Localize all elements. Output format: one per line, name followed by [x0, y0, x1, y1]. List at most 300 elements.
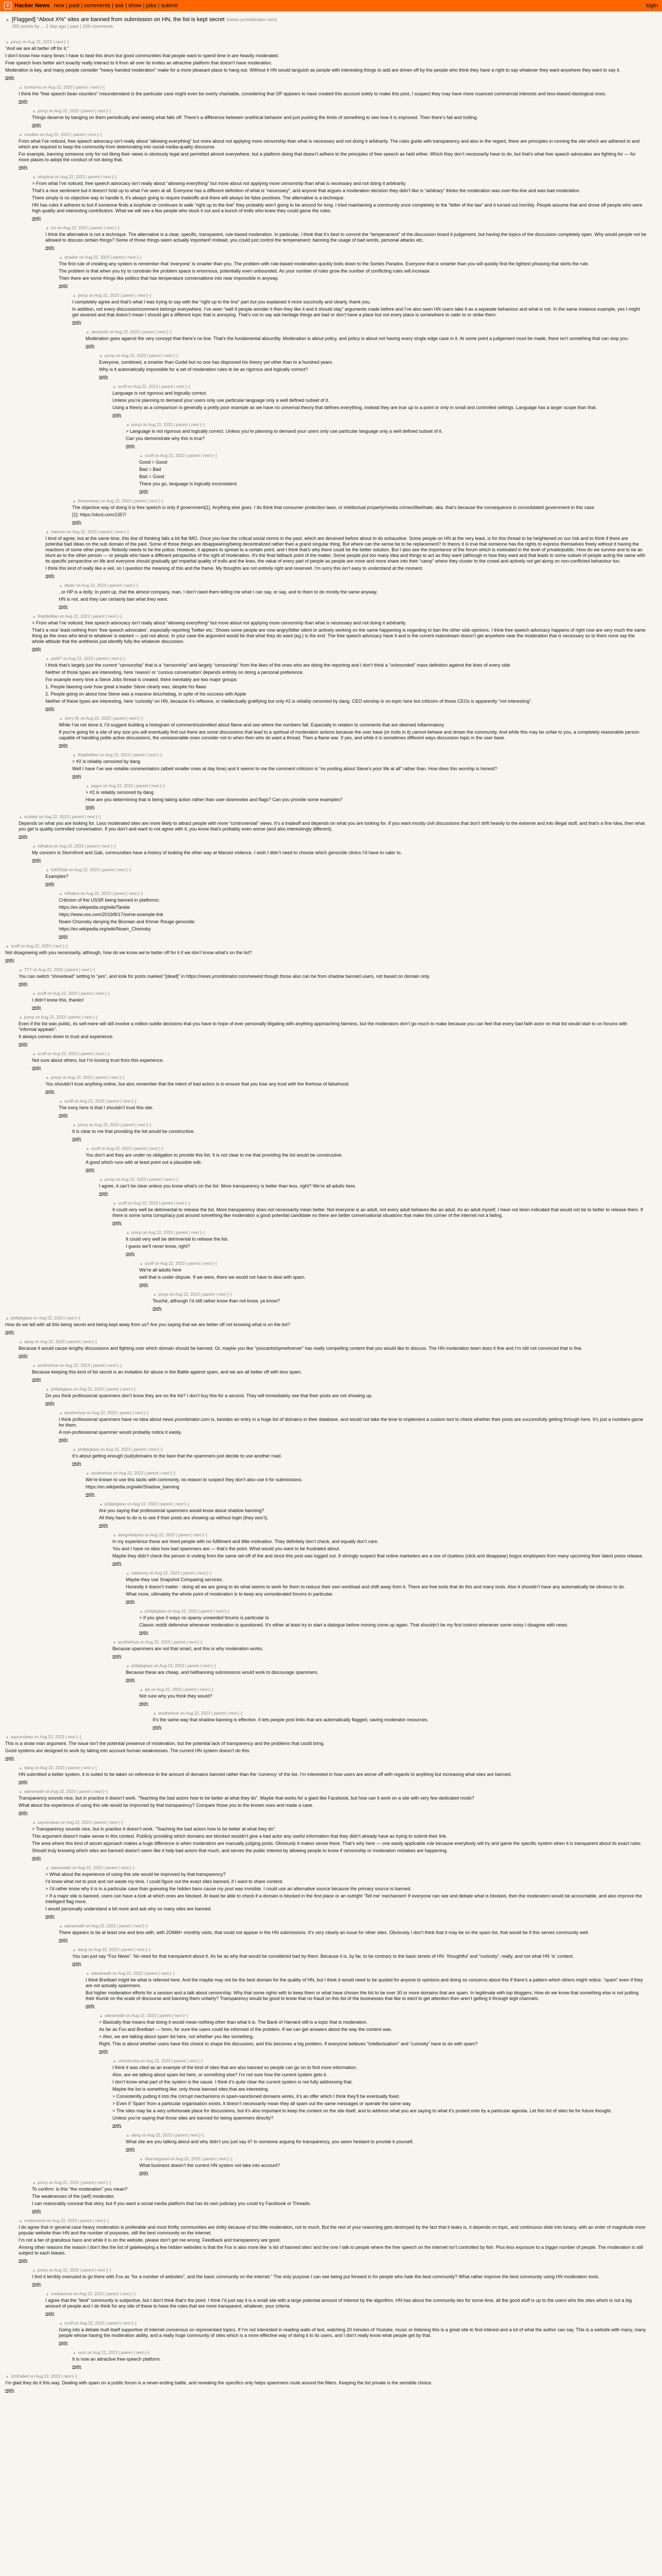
comment-age[interactable]: on Aug 22, 2023 — [170, 2157, 201, 2161]
reply-link[interactable]: reply — [32, 1005, 41, 1010]
comment-age[interactable]: on Aug 22, 2023 — [80, 716, 111, 721]
comment-nav-links[interactable]: | parent | next [–] — [172, 2059, 203, 2063]
comment-nav-links[interactable]: | parent | next [–] — [201, 2157, 233, 2161]
comment-author[interactable]: dnadler — [64, 255, 78, 260]
reply-link[interactable]: reply — [72, 774, 81, 778]
comment-nav-links[interactable]: | parent | next [–] — [100, 868, 131, 872]
comment-author[interactable]: scoff — [144, 1261, 154, 1266]
comment-age[interactable]: on Aug 22, 2023 — [45, 1789, 76, 1794]
comment-author[interactable]: TTT — [24, 968, 32, 972]
upvote-arrow-icon[interactable]: ▲ — [112, 1201, 117, 1206]
comment-nav-links[interactable]: | parent | next [–] — [180, 1571, 211, 1575]
upvote-arrow-icon[interactable]: ▲ — [5, 1735, 9, 1739]
comment-author[interactable]: ReptileMan — [37, 614, 59, 619]
brand-link[interactable]: Hacker News — [14, 3, 50, 9]
upvote-arrow-icon[interactable]: ▲ — [5, 1316, 9, 1320]
story-site[interactable]: (news.ycombinator.com) — [226, 17, 277, 22]
reply-link[interactable]: reply — [32, 858, 41, 862]
comment-author[interactable]: pmcp — [37, 109, 48, 113]
comment-author[interactable]: dang — [77, 1947, 87, 1952]
reply-link[interactable]: reply — [86, 344, 95, 348]
comment-nav-links[interactable]: | parent | next [–] — [118, 1411, 148, 1415]
nav-link-show[interactable]: show — [128, 3, 142, 9]
upvote-arrow-icon[interactable]: ▲ — [5, 2374, 9, 2379]
nav-link-submit[interactable]: submit — [161, 3, 178, 9]
comment-author[interactable]: skeptical — [37, 175, 54, 179]
upvote-arrow-icon[interactable]: ▲ — [45, 1075, 49, 1080]
comment-nav-links[interactable]: | parent | next [–] — [70, 815, 101, 819]
upvote-arrow-icon[interactable]: ▲ — [45, 868, 49, 872]
reply-link[interactable]: reply — [72, 520, 81, 524]
comment-age[interactable]: on Aug 22, 2023 — [73, 1387, 104, 1392]
comment-nav-links[interactable]: | next [–] — [53, 40, 69, 44]
comment-author[interactable]: saycerulean — [10, 1735, 34, 1739]
comment-author[interactable]: scoff — [91, 1146, 100, 1151]
comment-nav-links[interactable]: | parent | next [–] — [131, 1447, 162, 1452]
upvote-arrow-icon[interactable]: ▲ — [139, 2157, 143, 2161]
comment-nav-links[interactable]: | parent | next [–] — [80, 2180, 111, 2185]
comment-age[interactable]: on Aug 22, 2023 — [38, 815, 69, 819]
comment-nav-links[interactable]: | parent | next [–] — [105, 1387, 136, 1392]
upvote-arrow-icon[interactable]: ▲ — [153, 1711, 157, 1716]
reply-link[interactable]: reply — [5, 958, 14, 962]
comment-nav-links[interactable]: | parent | next [–] — [174, 422, 205, 427]
comment-author[interactable]: jwgns — [91, 784, 102, 788]
reply-link[interactable]: reply — [5, 1756, 14, 1760]
comment-age[interactable]: on Aug 22, 2023 — [69, 868, 99, 872]
reply-link[interactable]: reply — [59, 1437, 68, 1442]
comment-nav-links[interactable]: | parent | next [–] — [132, 1146, 163, 1151]
comment-nav-links[interactable]: | parent | next [–] — [92, 1820, 123, 1825]
comment-nav-links[interactable]: | parent | next [–] — [119, 2350, 150, 2355]
comment-age[interactable]: on Aug 22, 2023 — [72, 1866, 103, 1870]
comment-author[interactable]: JimDabell — [10, 2374, 29, 2379]
comment-age[interactable]: on Aug 22, 2023 — [127, 1201, 158, 1206]
comment-nav-links[interactable]: | parent | next [–] — [176, 1533, 207, 1537]
upvote-arrow-icon[interactable]: ▲ — [59, 255, 63, 260]
reply-link[interactable]: reply — [139, 1282, 148, 1287]
upvote-arrow-icon[interactable]: ▲ — [32, 109, 36, 113]
upvote-arrow-icon[interactable]: ▲ — [19, 815, 23, 819]
comment-age[interactable]: on Aug 22, 2023 — [47, 1052, 78, 1056]
comment-age[interactable]: on Aug 22, 2023 — [22, 40, 52, 44]
comment-age[interactable]: on Aug 22, 2023 — [109, 330, 140, 334]
reply-link[interactable]: reply — [45, 706, 55, 711]
upvote-arrow-icon[interactable]: ▲ — [19, 968, 23, 972]
reply-link[interactable]: reply — [99, 375, 108, 379]
comment-age[interactable]: on Aug 22, 2023 — [55, 175, 85, 179]
comment-author[interactable]: hakunin — [51, 530, 65, 534]
comment-author[interactable]: philipkglass — [77, 1447, 100, 1452]
comment-author[interactable]: deckard1 — [91, 330, 108, 334]
comment-age[interactable]: on Aug 22, 2023 — [100, 753, 130, 757]
comment-age[interactable]: on Aug 22, 2023 — [154, 453, 185, 458]
upvote-arrow-icon[interactable]: ▲ — [32, 614, 36, 619]
comment-age[interactable]: on Aug 22, 2023 — [101, 1146, 131, 1151]
comment-author[interactable]: xxcu — [77, 2350, 87, 2355]
comment-age[interactable]: on Aug 22, 2023 — [140, 1640, 170, 1645]
reply-link[interactable]: reply — [139, 1630, 148, 1635]
comment-author[interactable]: pmcp — [158, 1292, 169, 1297]
reply-link[interactable]: reply — [59, 1113, 68, 1117]
comment-nav-links[interactable]: | parent | next [–] — [105, 2292, 136, 2296]
comment-nav-links[interactable]: | parent | next [–] — [78, 2218, 109, 2223]
upvote-arrow-icon[interactable]: ▲ — [99, 353, 103, 358]
nav-link-past[interactable]: past — [69, 3, 80, 9]
reply-link[interactable]: reply — [72, 1961, 81, 1966]
comment-author[interactable]: scoff — [64, 1099, 73, 1104]
upvote-arrow-icon[interactable]: ▲ — [72, 293, 76, 298]
upvote-arrow-icon[interactable]: ▲ — [99, 2013, 103, 2018]
reply-link[interactable]: reply — [139, 2171, 148, 2175]
reply-link[interactable]: reply — [126, 1599, 135, 1604]
comment-author[interactable]: thrownaway — [77, 499, 100, 503]
comment-author[interactable]: scatbat — [24, 815, 38, 819]
comment-nav-links[interactable]: | parent | next [–] — [158, 1502, 189, 1506]
comment-age[interactable]: on Aug 22, 2023 — [32, 968, 63, 972]
comment-age[interactable]: on Aug 22, 2023 — [167, 1609, 197, 1614]
reply-link[interactable]: reply — [45, 573, 55, 578]
reply-link[interactable]: reply — [32, 2209, 41, 2213]
reply-link[interactable]: reply — [32, 2282, 41, 2286]
reply-link[interactable]: reply — [126, 444, 135, 448]
upvote-arrow-icon[interactable]: ▲ — [5, 40, 9, 44]
upvote-arrow-icon[interactable]: ▲ — [72, 1123, 76, 1127]
comment-age[interactable]: on Aug 22, 2023 — [34, 1766, 65, 1770]
upvote-arrow-icon[interactable]: ▲ — [139, 1687, 143, 1692]
reply-link[interactable]: reply — [19, 1353, 28, 1358]
comment-author[interactable]: philipkglass — [104, 1502, 126, 1506]
reply-link[interactable]: reply — [19, 1810, 28, 1815]
comment-nav-links[interactable]: | parent | next [–] — [65, 1340, 97, 1344]
comment-nav-links[interactable]: | parent | next [–] — [93, 1075, 124, 1080]
reply-link[interactable]: reply — [99, 1523, 108, 1528]
comment-nav-links[interactable]: | parent | next [–] — [71, 132, 102, 137]
upvote-arrow-icon[interactable]: ▲ — [5, 944, 9, 948]
comment-author[interactable]: hakeemy — [131, 1571, 148, 1575]
reply-link[interactable]: reply — [126, 1251, 135, 1256]
comment-nav-links[interactable]: | parent | next [–] — [91, 1363, 122, 1368]
reply-link[interactable]: reply — [45, 1089, 55, 1094]
comment-age[interactable]: on Aug 22, 2023 — [34, 1735, 64, 1739]
comment-age[interactable]: on Aug 22, 2023 — [126, 2013, 156, 2018]
comment-author[interactable]: pmcp — [131, 422, 142, 427]
nav-link-ask[interactable]: ask — [114, 3, 124, 9]
comment-author[interactable]: anotherhue — [118, 1640, 139, 1645]
upvote-arrow-icon[interactable]: ▲ — [112, 384, 117, 389]
comment-age[interactable]: on Aug 22, 2023 — [62, 1075, 92, 1080]
comment-age[interactable]: on Aug 22, 2023 — [100, 1447, 130, 1452]
comment-author[interactable]: pmcp — [104, 353, 115, 358]
reply-link[interactable]: reply — [19, 981, 28, 986]
reply-link[interactable]: reply — [112, 413, 122, 417]
comment-author[interactable]: pmcp — [51, 1075, 61, 1080]
comment-nav-links[interactable]: | parent | next [–] — [88, 226, 120, 230]
comment-nav-links[interactable]: | parent | next [–] — [117, 1924, 148, 1928]
comment-author[interactable]: scoff — [118, 1201, 127, 1206]
comment-author[interactable]: chrisshroba — [118, 2059, 140, 2063]
upvote-arrow-icon[interactable]: ▲ — [112, 2059, 117, 2063]
comment-nav-links[interactable]: | parent | next [–] — [67, 1015, 97, 1020]
reply-link[interactable]: reply — [5, 2388, 14, 2393]
comment-nav-links[interactable]: | parent | next [–] — [198, 1609, 229, 1614]
reply-link[interactable]: reply — [19, 834, 28, 839]
comment-author[interactable]: alanwreath — [91, 1971, 112, 1976]
reply-link[interactable]: reply — [112, 1561, 122, 1566]
reply-link[interactable]: reply — [5, 75, 14, 80]
comment-age[interactable]: on Aug 22, 2023 — [35, 1015, 65, 1020]
upvote-arrow-icon[interactable]: ▲ — [72, 1447, 76, 1452]
upvote-arrow-icon[interactable]: ▲ — [59, 1411, 63, 1415]
reply-link[interactable]: reply — [45, 882, 55, 886]
comment-nav-links[interactable]: | parent | next [–] — [105, 1099, 137, 1104]
comment-nav-links[interactable]: | parent | next [–] — [132, 499, 163, 503]
reply-link[interactable]: reply — [19, 1780, 28, 1784]
comment-nav-links[interactable]: | parent | next [–] — [140, 330, 172, 334]
reply-link[interactable]: reply — [59, 743, 68, 748]
comment-author[interactable]: dang — [131, 2133, 141, 2138]
comment-age[interactable]: on Aug 22, 2023 — [86, 1924, 116, 1928]
upvote-arrow-icon[interactable]: ▲ — [19, 1015, 23, 1020]
reply-link[interactable]: reply — [59, 1938, 68, 1942]
comment-nav-links[interactable]: | parent | next [–] — [134, 784, 165, 788]
upvote-arrow-icon[interactable]: ▲ — [45, 2292, 49, 2296]
reply-link[interactable]: reply — [45, 1914, 55, 1919]
nav-link-comments[interactable]: comments — [84, 3, 110, 9]
comment-nav-links[interactable]: | parent | next [–] — [147, 353, 178, 358]
comment-author[interactable]: philipkglass — [51, 1387, 73, 1392]
comment-age[interactable]: on Aug 22, 2023 — [59, 1363, 90, 1368]
upvote-arrow-icon[interactable]: ▲ — [126, 1230, 130, 1235]
comment-author[interactable]: scoff — [37, 1052, 46, 1056]
comment-author[interactable]: alanwreath — [24, 1789, 45, 1794]
reply-link[interactable]: reply — [19, 99, 28, 104]
comment-age[interactable]: on Aug 22, 2023 — [141, 2133, 172, 2138]
reply-link[interactable]: reply — [59, 604, 68, 609]
comment-author[interactable]: philipkglass — [10, 1316, 32, 1320]
upvote-arrow-icon[interactable]: ▲ — [19, 1789, 23, 1794]
comment-author[interactable]: pmcp — [104, 1177, 115, 1182]
reply-link[interactable]: reply — [45, 2311, 55, 2316]
comment-nav-links[interactable]: | parent | next [–] — [91, 614, 122, 619]
comment-age[interactable]: on Aug 22, 2023 — [46, 2218, 77, 2223]
upvote-arrow-icon[interactable]: ▲ — [86, 1971, 90, 1976]
comment-nav-links[interactable]: | parent | next [–] — [131, 753, 162, 757]
comment-nav-links[interactable]: | parent | next [–] — [94, 656, 125, 661]
comment-age[interactable]: on Aug 22, 2023 — [73, 2292, 104, 2296]
comment-nav-links[interactable]: | parent | next [–] — [65, 1766, 97, 1770]
comment-age[interactable]: on Aug 22, 2023 — [89, 293, 119, 298]
comment-author[interactable]: noodles — [24, 132, 39, 137]
upvote-arrow-icon[interactable]: ▲ — [126, 1664, 130, 1668]
upvote-arrow-icon[interactable]: ▲ — [86, 1471, 90, 1476]
comment-nav-links[interactable]: | parent | next [–] — [86, 175, 117, 179]
upvote-arrow-icon[interactable]: ▲ — [139, 1609, 143, 1614]
comment-nav-links[interactable]: | parent | next [–] — [144, 1471, 175, 1476]
upvote-arrow-icon[interactable]: ▲ — [72, 1947, 76, 1952]
upvote-arrow-icon[interactable]: ▲ — [139, 1261, 143, 1266]
comment-age[interactable]: on Aug 22, 2023 — [63, 656, 93, 661]
upvote-arrow-icon[interactable]: ▲ — [86, 330, 90, 334]
login-link[interactable]: login — [646, 3, 658, 9]
comment-author[interactable]: philipkglass — [131, 1664, 153, 1668]
reply-link[interactable]: reply — [112, 2123, 122, 2128]
upvote-arrow-icon[interactable]: ▲ — [99, 1177, 103, 1182]
reply-link[interactable]: reply — [153, 1306, 162, 1311]
upvote-arrow-icon[interactable]: ▲ — [19, 132, 23, 137]
reply-link[interactable]: reply — [153, 1725, 162, 1730]
comment-age[interactable]: on Aug 22, 2023 — [74, 1099, 105, 1104]
comment-author[interactable]: dang — [24, 1340, 34, 1344]
comment-age[interactable]: on Aug 22, 2023 — [76, 583, 106, 588]
reply-link[interactable]: reply — [112, 1654, 122, 1658]
upvote-arrow-icon[interactable]: ▲ — [86, 784, 90, 788]
comment-nav-links[interactable]: | parent | next [–] — [119, 1947, 151, 1952]
comment-nav-links[interactable]: | parent | next [–] — [64, 968, 95, 972]
comment-author[interactable]: alx — [144, 1687, 151, 1692]
comment-age[interactable]: on Aug 22, 2023 — [154, 1664, 184, 1668]
comment-author[interactable]: alanwreath — [104, 2013, 125, 2018]
upvote-arrow-icon[interactable]: ▲ — [112, 1640, 117, 1645]
upvote-arrow-icon[interactable]: ▲ — [32, 175, 36, 179]
reply-link[interactable]: reply — [32, 1065, 41, 1070]
reply-link[interactable]: reply — [59, 2341, 68, 2345]
comment-nav-links[interactable]: | parent | next [–] — [159, 1201, 190, 1206]
comment-nav-links[interactable]: | next [–] — [65, 1735, 81, 1739]
reply-link[interactable]: reply — [99, 1191, 108, 1196]
comment-author[interactable]: pmcp — [37, 2180, 48, 2185]
comment-age[interactable]: on Aug 22, 2023 — [57, 226, 88, 230]
upvote-arrow-icon[interactable]: ▲ — [32, 2268, 36, 2273]
comment-age[interactable]: on Aug 22, 2023 — [112, 1971, 143, 1976]
comment-author[interactable]: fullOfSalt — [51, 868, 68, 872]
comment-author[interactable]: dbnbr — [64, 583, 75, 588]
comment-age[interactable]: on Aug 22, 2023 — [54, 844, 84, 849]
comment-age[interactable]: on Aug 22, 2023 — [74, 2321, 105, 2326]
upvote-arrow-icon[interactable]: ▲ — [112, 1533, 117, 1537]
comment-author[interactable]: mediaverse — [24, 2218, 46, 2223]
comment-age[interactable]: on Aug 22, 2023 — [40, 132, 70, 137]
comment-age[interactable]: on Aug 22, 2023 — [48, 2180, 79, 2185]
comment-author[interactable]: saycerulean — [37, 1820, 60, 1825]
reply-link[interactable]: reply — [112, 1221, 122, 1225]
comment-nav-links[interactable]: | parent | next [–] — [201, 1292, 231, 1297]
upvote-arrow-icon[interactable]: ▲ — [139, 453, 143, 458]
comment-author[interactable]: ReptileMan — [77, 753, 99, 757]
reply-link[interactable]: reply — [45, 245, 55, 250]
reply-link[interactable]: reply — [86, 1167, 95, 1172]
reply-link[interactable]: reply — [72, 2364, 81, 2369]
comment-age[interactable]: on Aug 22, 2023 — [154, 1261, 185, 1266]
comment-nav-links[interactable]: | parent | next [–] — [111, 716, 143, 721]
comment-author[interactable]: pmcp — [37, 2268, 48, 2273]
reply-link[interactable]: reply — [139, 489, 148, 494]
upvote-arrow-icon[interactable]: ▲ — [153, 1292, 157, 1297]
comment-nav-links[interactable]: | parent | next [–] — [186, 453, 217, 458]
comment-age[interactable]: on Aug 22, 2023 — [67, 530, 97, 534]
comment-age[interactable]: on Aug 22, 2023 — [59, 614, 90, 619]
comment-author[interactable]: pmcp — [77, 293, 88, 298]
reply-link[interactable]: reply — [32, 1377, 41, 1382]
comment-age[interactable]: on Aug 22, 2023 — [48, 109, 79, 113]
comment-author[interactable]: anotherhue — [91, 1471, 112, 1476]
upvote-arrow-icon[interactable]: ▲ — [59, 583, 63, 588]
reply-link[interactable]: reply — [126, 1677, 135, 1682]
comment-nav-links[interactable]: | parent | next [–] — [143, 1971, 175, 1976]
comment-author[interactable]: alanwreath — [51, 1866, 72, 1870]
upvote-arrow-icon[interactable]: ▲ — [72, 753, 76, 757]
story-title[interactable]: [Flagged] “About X%” sites are banned from submission on HN, the list is kept secret — [11, 16, 225, 23]
comment-age[interactable]: on Aug 22, 2023 — [115, 353, 146, 358]
reply-link[interactable]: reply — [86, 1492, 95, 1497]
comment-nav-links[interactable]: | parent | next [–] — [174, 1230, 205, 1235]
comment-age[interactable]: on Aug 22, 2023 — [89, 1123, 119, 1127]
upvote-arrow-icon[interactable]: ▲ — [32, 2180, 36, 2185]
upvote-arrow-icon[interactable]: ▲ — [126, 1571, 130, 1575]
comment-nav-links[interactable]: | parent | next [–] — [147, 1177, 178, 1182]
comment-nav-links[interactable]: | parent | next [–] — [157, 2013, 188, 2018]
comment-nav-links[interactable]: | parent | next [–] — [107, 583, 138, 588]
reply-link[interactable]: reply — [45, 1401, 55, 1405]
upvote-arrow-icon[interactable]: ▲ — [19, 2218, 23, 2223]
comment-nav-links[interactable]: | parent | next [–] — [185, 1664, 216, 1668]
upvote-arrow-icon[interactable]: ▲ — [19, 1766, 23, 1770]
comment-nav-links[interactable]: | parent | next [–] — [103, 1866, 135, 1870]
reply-link[interactable]: reply — [72, 1137, 81, 1141]
upvote-arrow-icon[interactable]: ▲ — [32, 1363, 36, 1368]
comment-age[interactable]: on Aug 22, 2023 — [20, 944, 51, 948]
upvote-arrow-icon[interactable]: ▲ — [59, 2321, 63, 2326]
comment-age[interactable]: on Aug 22, 2023 — [61, 1820, 91, 1825]
comment-author[interactable]: mfhakra — [64, 891, 79, 896]
reply-link[interactable]: reply — [72, 320, 81, 325]
comment-author[interactable]: pmcp — [10, 40, 21, 44]
upvote-arrow-icon[interactable]: ▲ — [59, 716, 63, 721]
reply-link[interactable]: reply — [139, 1701, 148, 1706]
comment-author[interactable]: dangwhelpme — [118, 1533, 144, 1537]
comment-author[interactable]: scoff — [144, 453, 154, 458]
comment-age[interactable]: on Aug 22, 2023 — [127, 384, 158, 389]
upvote-arrow-icon[interactable]: ▲ — [32, 1820, 36, 1825]
comment-author[interactable]: tomkarho — [24, 85, 42, 90]
comment-nav-links[interactable]: | parent | next [–] — [159, 384, 190, 389]
comment-author[interactable]: dang — [24, 1766, 34, 1770]
nav-link-new[interactable]: new — [54, 3, 64, 9]
comment-age[interactable]: on Aug 22, 2023 — [42, 85, 73, 90]
reply-link[interactable]: reply — [32, 123, 41, 127]
comment-author[interactable]: anotherhue — [158, 1711, 179, 1716]
upvote-arrow-icon[interactable]: ▲ — [99, 1502, 103, 1506]
reply-link[interactable]: reply — [32, 216, 41, 221]
comment-age[interactable]: on Aug 22, 2023 — [86, 1411, 117, 1415]
comment-author[interactable]: pixl97 — [51, 656, 62, 661]
comment-author[interactable]: mfhakra — [37, 844, 53, 849]
upvote-arrow-icon[interactable]: ▲ — [32, 1052, 36, 1056]
comment-age[interactable]: on Aug 22, 2023 — [180, 1711, 210, 1716]
upvote-arrow-icon[interactable]: ▲ — [32, 991, 36, 996]
comment-age[interactable]: on Aug 22, 2023 — [88, 1947, 119, 1952]
comment-age[interactable]: on Aug 22, 2023 — [80, 891, 111, 896]
upvote-arrow-icon[interactable]: ▲ — [72, 499, 76, 503]
reply-link[interactable]: reply — [19, 165, 28, 170]
comment-age[interactable]: on Aug 22, 2023 — [142, 422, 173, 427]
comment-author[interactable]: scoff — [64, 2321, 73, 2326]
upvote-arrow-icon[interactable]: ▲ — [45, 226, 49, 230]
upvote-arrow-icon[interactable]: ▲ — [45, 1387, 49, 1392]
upvote-arrow-icon[interactable]: ▲ — [19, 1340, 23, 1344]
comment-author[interactable]: anotherhue — [64, 1411, 86, 1415]
reply-link[interactable]: reply — [86, 2004, 95, 2008]
